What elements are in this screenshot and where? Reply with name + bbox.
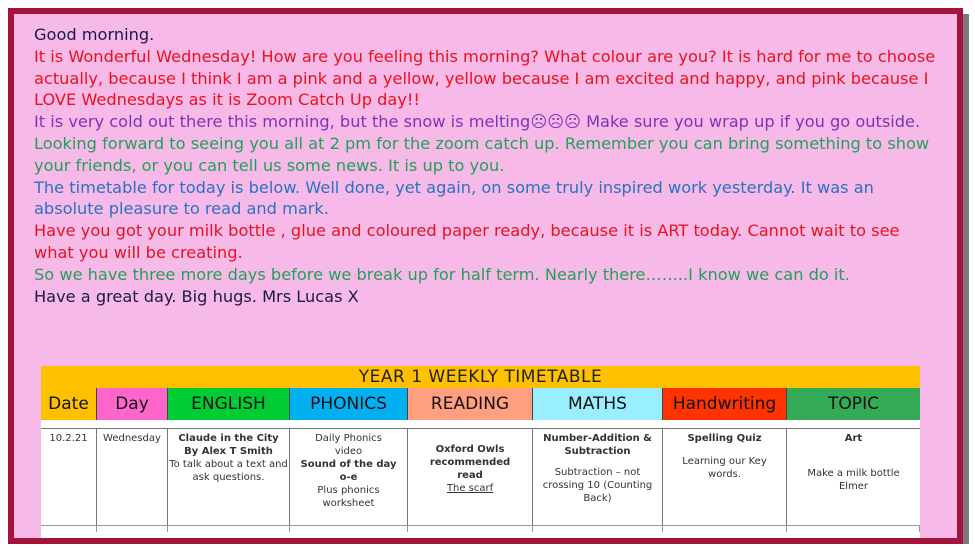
phonics-sound-label: Sound of the day bbox=[300, 459, 397, 470]
maths-title: Number-Addition & Subtraction bbox=[543, 433, 652, 457]
message-paragraph-2: It is very cold out there this morning, but the snow is melting☹☹☹ Make sure you wrap up if you go outside. bbox=[34, 112, 921, 132]
cell-reading bbox=[408, 429, 533, 525]
message-paragraph-5: Have you got your milk bottle , glue and coloured paper ready, because it is ART today. Cannot wait to see what you will be creating. bbox=[34, 221, 900, 262]
cell-topic bbox=[787, 429, 920, 525]
header-reading: READING bbox=[408, 388, 533, 420]
message-paragraph-1: It is Wonderful Wednesday! How are you feeling this morning? What colour are you? It is hard for me to choose actually, because I think I am a pink and a yellow, yellow because I am excited and happy, and pink because I LOVE Wednesdays as it is Zoom Catch Up day!! bbox=[34, 46, 936, 110]
message-paragraph-3: Looking forward to seeing you all at 2 pm for the zoom catch up. Remember you can bring something to show your friends, or you can tell us some news. It is up to you. bbox=[34, 133, 930, 175]
header-date: Date bbox=[41, 388, 97, 420]
maths-task: Subtraction – not crossing 10 (Counting Back) bbox=[542, 467, 653, 504]
reading-link[interactable]: The scarf bbox=[446, 483, 494, 494]
date-value: 10.2.21 bbox=[49, 433, 88, 444]
header-phonics: PHONICS bbox=[290, 388, 408, 420]
header-day: Day bbox=[97, 388, 168, 420]
handwriting-title: Spelling Quiz bbox=[687, 433, 762, 444]
header-maths: MATHS bbox=[533, 388, 663, 420]
slide-frame bbox=[8, 8, 963, 544]
header-english: ENGLISH bbox=[168, 388, 290, 420]
topic-task: Make a milk bottle Elmer bbox=[807, 468, 900, 492]
topic-title: Art bbox=[844, 433, 863, 444]
signoff: Have a great day. Big hugs. Mrs Lucas X bbox=[34, 286, 359, 306]
english-author: By Alex T Smith bbox=[184, 446, 273, 457]
next-row-edge bbox=[41, 525, 920, 532]
phonics-line-1: Daily Phonics bbox=[315, 433, 382, 444]
greeting: Good morning. bbox=[34, 25, 155, 44]
cell-day bbox=[97, 429, 168, 525]
phonics-line-3: Plus phonics worksheet bbox=[317, 485, 380, 509]
timetable-gap bbox=[41, 420, 920, 428]
header-topic: TOPIC bbox=[787, 388, 920, 420]
message-paragraph-6: So we have three more days before we break up for half term. Nearly there……..I know we can do it. bbox=[34, 264, 850, 284]
timetable-header-row bbox=[41, 388, 920, 420]
table-row bbox=[41, 428, 920, 525]
cell-phonics bbox=[290, 429, 408, 525]
cell-date bbox=[41, 429, 97, 525]
weekly-timetable bbox=[41, 366, 920, 538]
cell-handwriting bbox=[663, 429, 787, 525]
message-paragraph-4: The timetable for today is below. Well done, yet again, on some truly inspired work yesterday. It was an absolute pleasure to read and mark. bbox=[34, 177, 874, 219]
message-body bbox=[34, 24, 939, 307]
header-handwriting: Handwriting bbox=[663, 388, 787, 420]
handwriting-task: Learning our Key words. bbox=[682, 456, 767, 480]
reading-title: Oxford Owls recommended read bbox=[429, 444, 511, 481]
cell-maths bbox=[533, 429, 663, 525]
phonics-line-2: video bbox=[334, 446, 363, 457]
timetable-title: YEAR 1 WEEKLY TIMETABLE bbox=[41, 366, 920, 388]
phonics-sound: o-e bbox=[339, 472, 358, 483]
cell-english bbox=[168, 429, 290, 525]
english-task: To talk about a text and ask questions. bbox=[169, 459, 288, 483]
english-title: Claude in the City bbox=[178, 433, 279, 444]
day-value: Wednesday bbox=[103, 433, 161, 444]
